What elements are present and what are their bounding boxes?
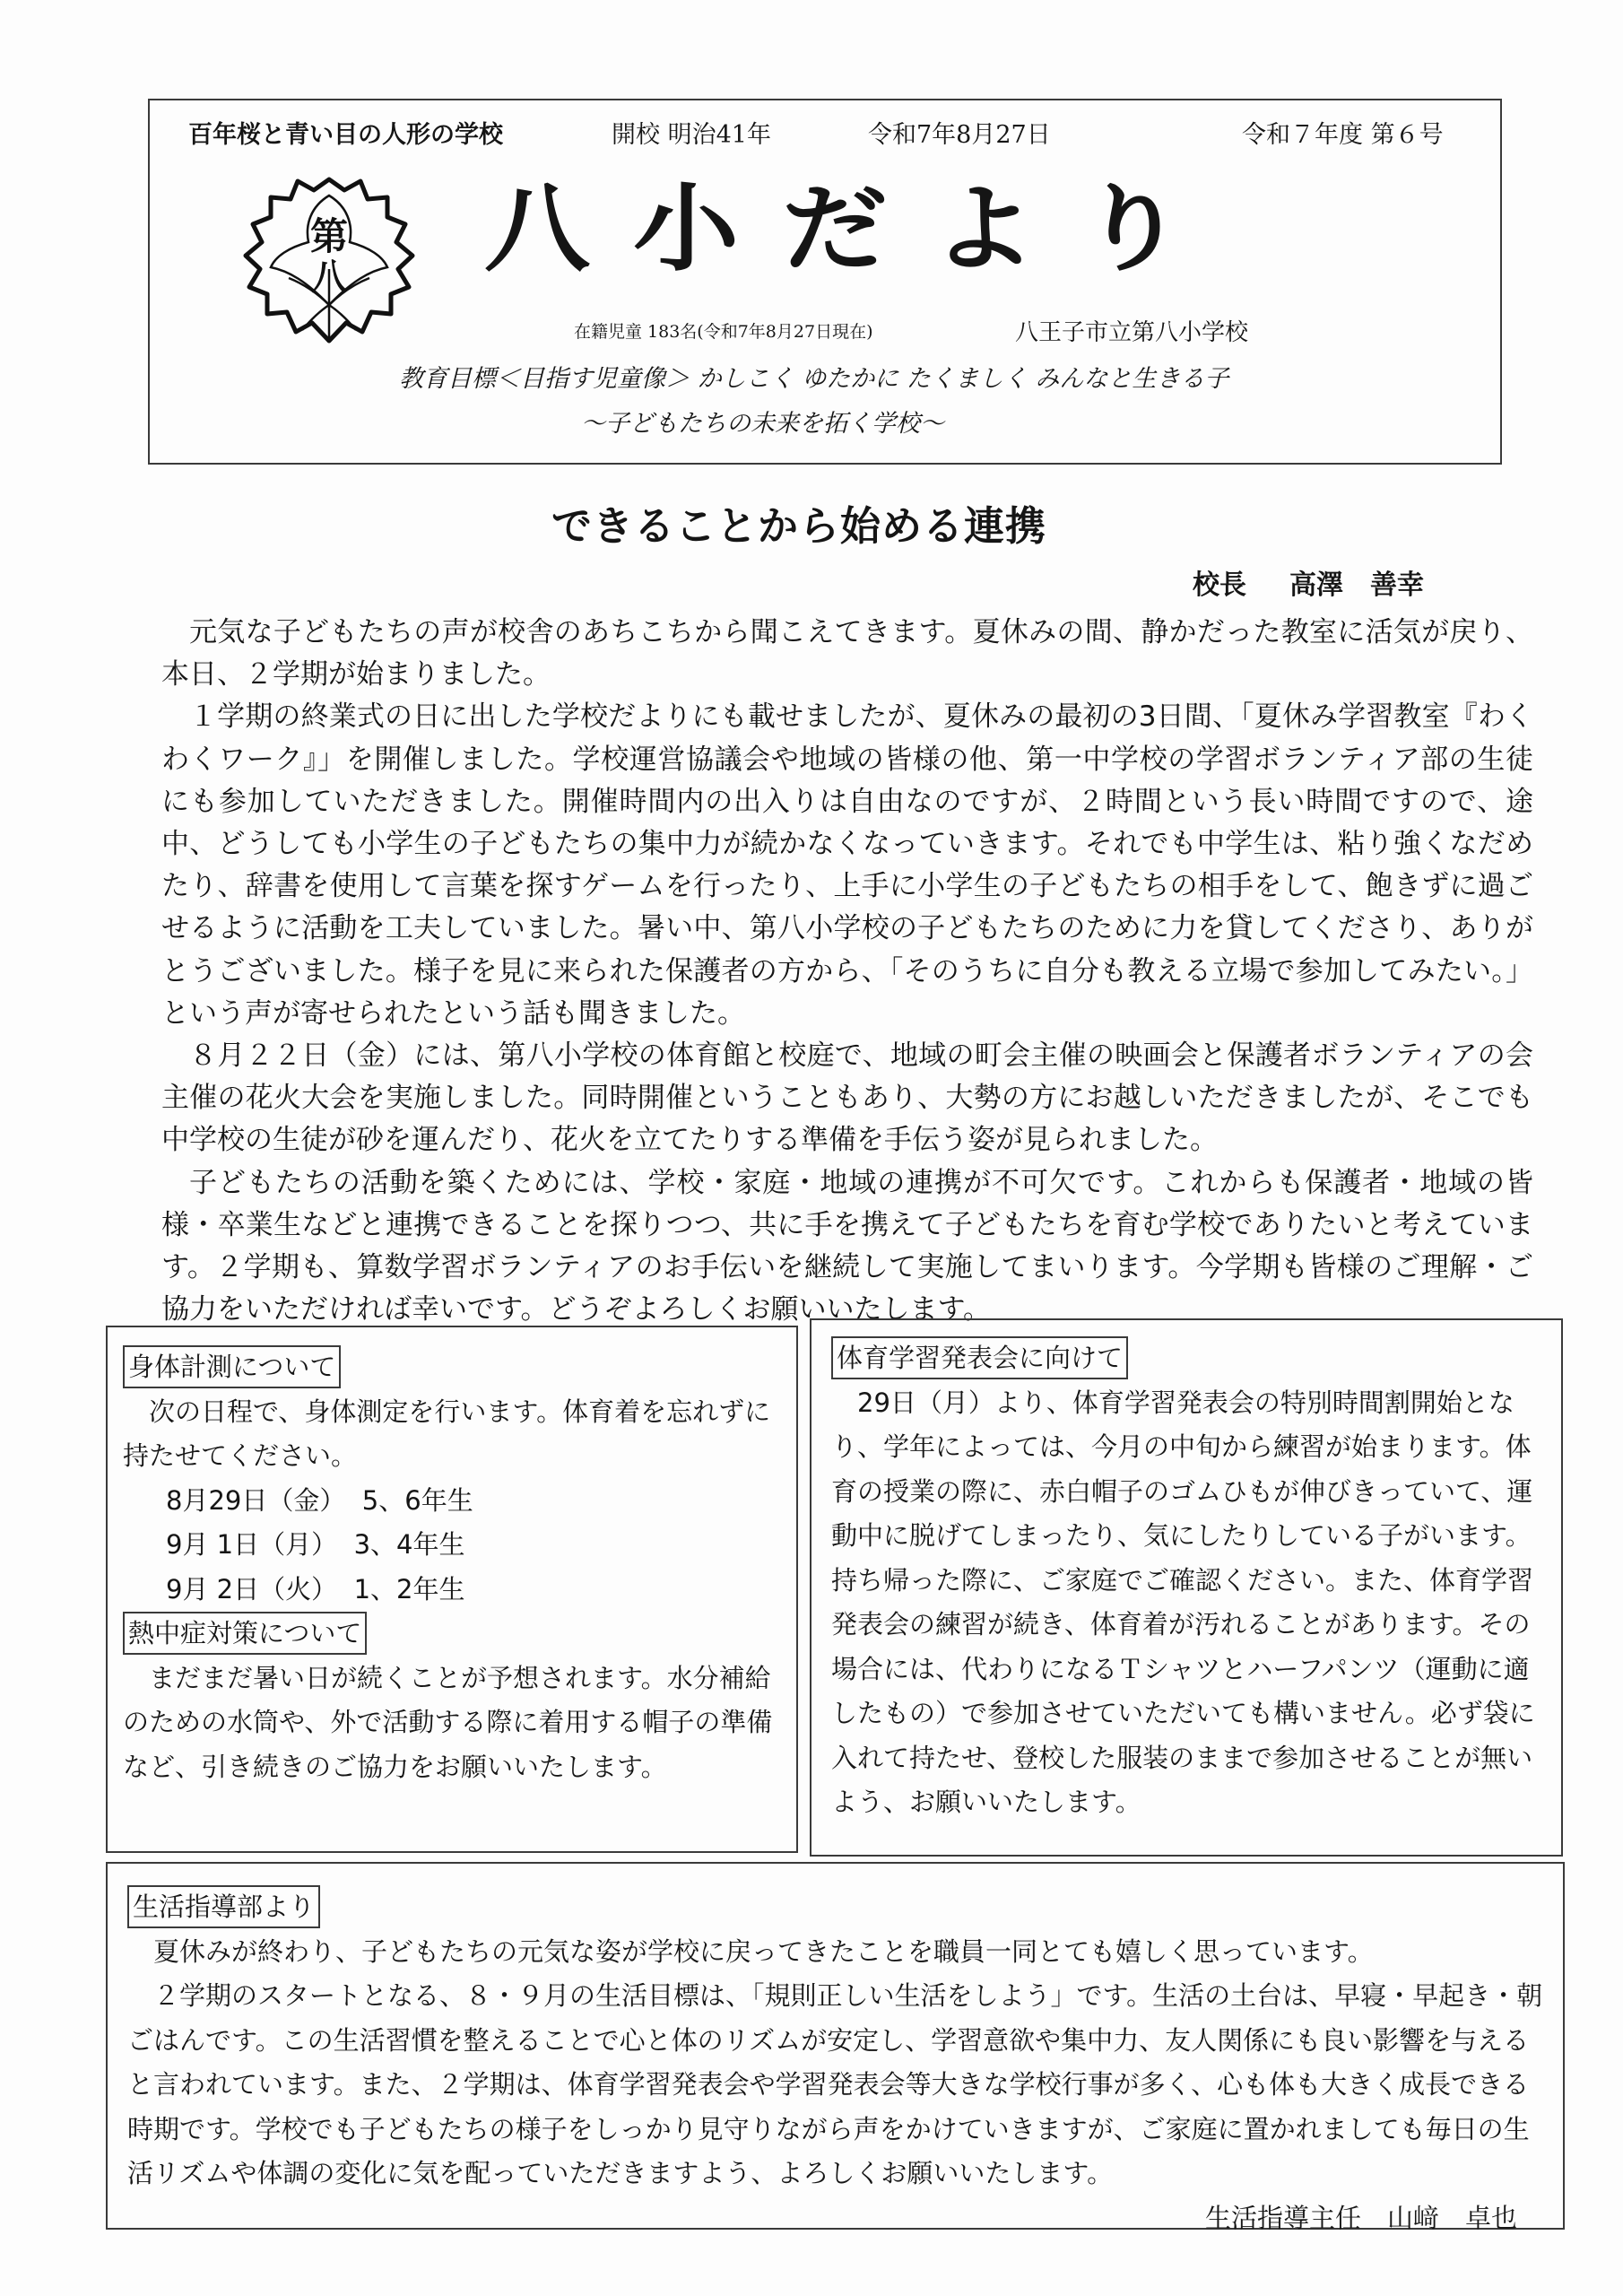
schedule-row <box>123 1568 782 1613</box>
heatstroke-heading: 熱中症対策について <box>123 1612 367 1655</box>
newsletter-title-text: 八小だより <box>484 172 1229 285</box>
guidance-signature: 生活指導主任 山﨑 卓也 <box>1204 2202 1517 2233</box>
health-notice-box <box>106 1326 798 1853</box>
article-paragraph: ８月２２日（金）には、第八小学校の体育館と校庭で、地域の町会主催の映画会と保護者ボランティアの会主催の花火大会を実施しました。同時開催ということもあり、大勢の方にお越しいただきましたが、そこでも中学校の生徒が砂を運んだり、花火を立てたりする準備を手伝う姿が見られました。 <box>161 1039 1533 1157</box>
schedule-grades: 3、4年生 <box>353 1529 465 1560</box>
svg-text:第: 第 <box>309 214 349 258</box>
schedule-grades: 5、6年生 <box>361 1484 473 1516</box>
schedule-date: 8月29日（金） <box>166 1484 346 1516</box>
article-body <box>161 612 1533 1331</box>
schedule-row <box>123 1523 782 1568</box>
measurement-text: 次の日程で、身体測定を行います。体育着を忘れずに持たせてください。 <box>123 1396 771 1471</box>
founded-year: 開校 明治41年 <box>612 121 771 149</box>
schedule-grades: 1、2年生 <box>353 1573 465 1605</box>
guidance-paragraph: ２学期のスタートとなる、８・９月の生活目標は、「規則正しい生活をしよう」です。生活の土台は、早寝・早起き・朝ごはんです。この生活習慣を整えることで心と体のリズムが安定し、学習意欲や集中力、友人関係にも良い影響を与えると言われています。また、２学期は、体育学習発表会や学習発表会等大きな学校行事が多く、心も体も大きく成長できる時期です。学校でも子どもたちの様子をしっかり見守りながら声をかけていきますが、ご家庭に置かれましても毎日の生活リズムや体調の変化に気を配っていただきますよう、よろしくお願いいたします。 <box>127 1980 1543 2188</box>
heatstroke-text: まだまだ暑い日が続くことが予想されます。水分補給のための水筒や、外で活動する際に着用する帽子の準備など、引き続きのご協力をお願いいたします。 <box>123 1662 773 1782</box>
measurement-heading: 身体計測について <box>123 1345 341 1388</box>
schedule-date: 9月 1日（月） <box>166 1529 338 1560</box>
pe-heading: 体育学習発表会に向けて <box>831 1336 1128 1379</box>
article-title: できることから始める連携 <box>551 502 1047 550</box>
guidance-heading: 生活指導部より <box>127 1885 320 1928</box>
svg-text:八: 八 <box>311 256 347 298</box>
school-name: 八王子市立第八小学校 <box>1015 319 1249 346</box>
schedule-row <box>123 1479 782 1524</box>
life-guidance-box <box>106 1862 1565 2233</box>
pe-text: 29日（月）より、体育学習発表会の特別時間割開始となり、学年によっては、今月の中旬から練習が始まります。体育の授業の際に、赤白帽子のゴムひもが伸びきっていて、運動中に脱げてしまったり、気にしたりしている子がいます。持ち帰った際に、ご家庭でご確認ください。また、体育学習発表会の練習が続き、体育着が汚れることがあります。その場合には、代わりになるＴシャツとハーフパンツ（運動に適したもの）で参加させていただいても構いません。必ず袋に入れて持たせ、登校した服装のままで参加させることが無いよう、お願いいたします。 <box>831 1387 1535 1817</box>
newsletter-title <box>466 166 1408 291</box>
author-role: 校長 <box>1193 570 1246 601</box>
school-emblem-icon <box>226 170 432 350</box>
school-slogan: ～子どもたちの未来を拓く学校～ <box>581 410 944 438</box>
school-motto: 百年桜と青い目の人形の学校 <box>188 121 503 149</box>
schedule-date: 9月 2日（火） <box>166 1573 338 1605</box>
article-author <box>1193 562 1424 602</box>
author-name: 高澤 善幸 <box>1289 570 1424 601</box>
article-paragraph: 子どもたちの活動を築くためには、学校・家庭・地域の連携が不可欠です。これからも保護者・地域の皆様・卒業生などと連携できることを探りつつ、共に手を携えて子どもたちを育む学校でありたいと考えています。２学期も、算数学習ボランティアのお手伝いを継続して実施してまいります。今学期も皆様のご理解・ご協力をいただければ幸いです。どうぞよろしくお願いいたします。 <box>161 1166 1533 1326</box>
enrollment-count: 在籍児童 183名(令和7年8月27日現在) <box>574 322 873 342</box>
education-goal: 教育目標＜目指す児童像＞ かしこく ゆたかに たくましく みんなと生きる子 <box>399 365 1229 393</box>
article-paragraph: 元気な子どもたちの声が校舎のあちこちから聞こえてきます。夏休みの間、静かだった教室に活気が戻り、本日、２学期が始まりました。 <box>161 616 1533 691</box>
issue-date: 令和7年8月27日 <box>868 121 1051 149</box>
article-paragraph: １学期の終業式の日に出した学校だよりにも載せましたが、夏休みの最初の3日間、「夏休み学習教室『わくわくワーク』」を開催しました。学校運営協議会や地域の皆様の他、第一中学校の学習ボランティア部の生徒にも参加していただきました。開催時間内の出入りは自由なのですが、２時間という長い時間ですので、途中、どうしても小学生の子どもたちの集中力が続かなくなっていきます。それでも中学生は、粘り強くなだめたり、辞書を使用して言葉を探すゲームを行ったり、上手に小学生の子どもたちの相手をして、飽きずに過ごせるように活動を工夫していました。暑い中、第八小学校の子どもたちのために力を貸してくださり、ありがとうございました。様子を見に来られた保護者の方から、「そのうちに自分も教える立場で参加してみたい。」という声が寄せられたという話も聞きました。 <box>161 700 1533 1030</box>
guidance-paragraph: 夏休みが終わり、子どもたちの元気な姿が学校に戻ってきたことを職員一同とても嬉しく思っています。 <box>153 1935 1374 1967</box>
issue-number: 令和７年度 第６号 <box>1242 121 1444 149</box>
pe-presentation-box <box>810 1318 1563 1857</box>
